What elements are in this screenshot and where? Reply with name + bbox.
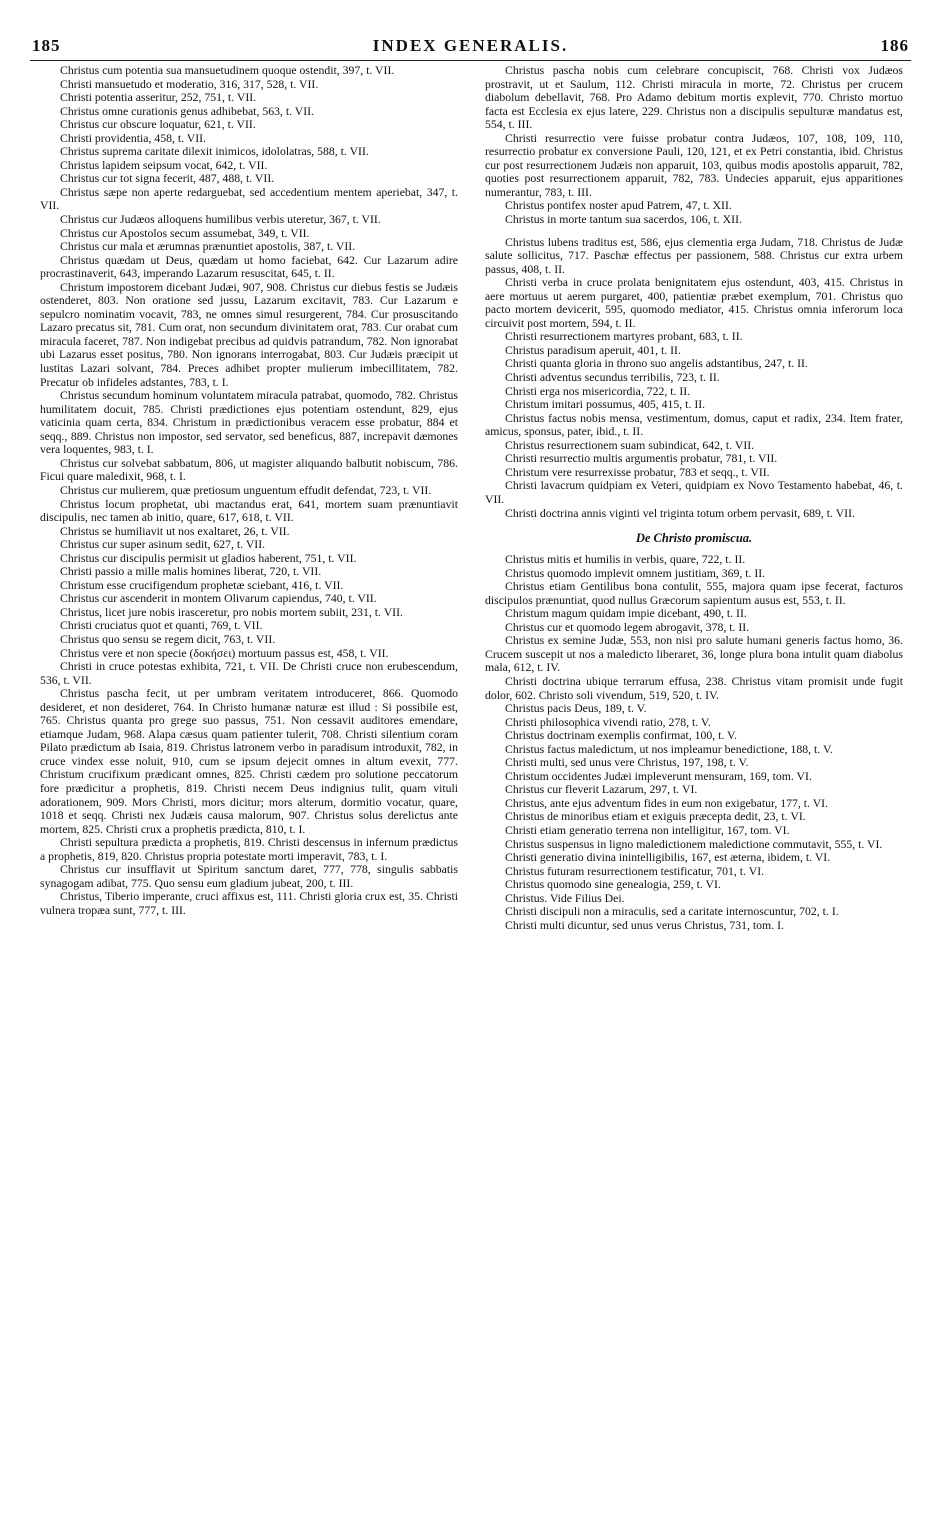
index-entry: Christus omne curationis genus adhibebat, 563, t. VII. [60,104,315,118]
left-column [40,64,458,1530]
index-entry: Christi doctrina ubique terrarum effusa, 238. Christus vitam promisit unde fugit dolor, 602. Christo soli vivendum, 519, 520, t. IV. [485,674,903,702]
header-rule [30,60,911,61]
index-entry: Christus pascha nobis cum celebrare concupiscit, 768. Christi vox Judæos prostravit, ut et Saulum, 112. Christi miracula in morte, 72. Christus per crucem diabolum debellavit, 768. Pro Adamo debitum mortis explevit, 770. Christo mortuo facta est Ecclesia ex ejus latere, 229. Christus non a discipulis sepulturæ mandatus est, 554, t. III. [485,64,903,132]
index-entry: Christi doctrina annis viginti vel triginta totum orbem pervasit, 689, t. VII. [505,506,855,520]
index-entry: Christi adventus secundus terribilis, 723, t. II. [505,371,720,385]
index-entry: Christum occidentes Judæi impleverunt mensuram, 169, tom. VI. [505,769,812,783]
index-entry: Christi in cruce potestas exhibita, 721, t. VII. De Christi cruce non erubescendum, 536, t. VII. [40,660,458,687]
right-column [485,64,903,1530]
index-entry: Christus futuram resurrectionem testificatur, 701, t. VI. [505,864,765,878]
index-entry: Christi passio a mille malis homines liberat, 720, t. VII. [60,565,322,579]
index-entry: Christus factus nobis mensa, vestimentum, domus, caput et radix, 234. Item frater, amicus, sponsus, pater, ibid., t. II. [485,411,903,439]
index-entry: Christus secundum hominum voluntatem miracula patrabat, quomodo, 782. Christus humilitatem docuit, 785. Christi prædictiones ejus potentiam ostendunt, 829, ejus vaticinia quam certa, 834. Christum in prædictionibus veracem esse probatur, 884 et seqq., 889. Christus non impostor, sed servator, sed beneficus, 887, increpavit dæmones vera loquentes, 983, t. I. [40,389,458,457]
index-entry: Christus cur mala et ærumnas prænuntiet apostolis, 387, t. VII. [60,240,356,254]
index-entry: Christus, ante ejus adventum fides in eum non exigebatur, 177, t. VI. [505,796,829,810]
index-entry: Christus mitis et humilis in verbis, quare, 722, t. II. [505,553,746,567]
index-entry: Christus cur fleverit Lazarum, 297, t. VI. [505,783,698,797]
index-entry: Christus cur Judæos alloquens humilibus verbis uteretur, 367, t. VII. [60,213,381,227]
index-entry: Christus cur ascenderit in montem Olivarum capiendus, 740, t. VII. [60,592,377,606]
index-entry: Christi providentia, 458, t. VII. [60,131,206,145]
index-entry: Christus, Tiberio imperante, cruci affixus est, 111. Christi gloria crux est, 35. Christi vulnera tropæa sunt, 777, t. III. [40,890,458,917]
index-entry: Christus cur obscure loquatur, 621, t. VII. [60,118,256,132]
index-entry: Christi multi dicuntur, sed unus verus Christus, 731, tom. I. [505,918,784,932]
index-entry: Christus cur solvebat sabbatum, 806, ut magister aliquando balbutit nobiscum, 786. Ficui quare maledixit, 968, t. I. [40,456,458,484]
index-entry: Christus suspensus in ligno maledictionem maledictione commutavit, 555, t. VI. [505,837,883,851]
index-entry: Christus. Vide Filius Dei. [505,891,625,905]
index-entry: Christus pontifex noster apud Patrem, 47, t. XII. [505,199,732,213]
running-title: INDEX GENERALIS. [372,36,569,55]
index-entry: Christus lapidem seipsum vocat, 642, t. VII. [60,158,268,172]
index-entry: Christus quomodo implevit omnem justitiam, 369, t. II. [505,566,766,580]
index-entry: Christi lavacrum quidpiam ex Veteri, quidpiam ex Novo Testamento habebat, 46, t. VII. [485,479,903,506]
right-column-bottom-block [485,553,903,932]
right-column-mid-block [485,236,903,520]
index-entry: Christus doctrinam exemplis confirmat, 100, t. V. [505,729,737,743]
index-entry: Christum imitari possumus, 405, 415, t. II. [505,398,706,412]
index-entry: Christus cur et quomodo legem abrogavit, 378, t. II. [505,620,750,634]
index-entry: Christi generatio divina inintelligibilis, 167, est æterna, ibidem, t. VI. [505,851,831,865]
index-entry: Christus pascha fecit, ut per umbram veritatem introduceret, 866. Quomodo desideret, et non desideret, 764. In Christo humanæ naturæ est illud : Si possibile est, 765. Christus quanta pro grege suo passus, 751. Non cessavit auditores emendare, etiamque Judam, 968. Alapa cæsus quam patienter tulerit, 708. Christi silentium coram Pilato prædictum ab Isaia, 819. Christus latronem verbo in paradisum introduxit, 782, in cruce vindex esse noluit, 910, cum se ipsum dejecit omnes in altum evexit, 777. Christum crucifixum prædicant omnes, 825. Christi cædem pro solutione peccatorum fore prædicitur a prophetis, 819. Christi necem Deus indignius tulit, quam vituli adorationem, 909. Mors Christi, mors dicitur; mors alterum, dormitio vocatur, quare, 1018 et seqq. Christi nex Judæis causa malorum, 907. Christus solus derelictus ante mortem, 825. Christi crux a prophetis prædicta, 810, t. I. [40,687,458,836]
index-entry: Christus cum potentia sua mansuetudinem quoque ostendit, 397, t. VII. [60,64,395,77]
index-entry: Christi resurrectionem martyres probant, 683, t. II. [505,330,743,344]
index-entry: Christi mansuetudo et moderatio, 316, 317, 528, t. VII. [60,77,319,91]
page-number-left: 185 [32,36,61,55]
index-entry: Christus cur mulierem, quæ pretiosum unguentum effudit defendat, 723, t. VII. [60,483,432,497]
index-entry: Christum vere resurrexisse probatur, 783 et seqq., t. VII. [505,465,770,479]
index-entry: Christus pacis Deus, 189, t. V. [505,702,647,716]
index-entry: Christi multi, sed unus vere Christus, 197, 198, t. V. [505,756,749,770]
right-column-top-block [485,64,903,227]
index-entry: Christus se humiliavit ut nos exaltaret, 26, t. VII. [60,524,290,538]
index-entry: Christi verba in cruce prolata benignitatem ejus ostendunt, 403, 415. Christus in aere mortuus ut aerem purgaret, 400, patientiæ præbet exemplum, 701. Christus quo pacto mortem devicerit, 595, quomodo mediator, 415. Christus omnia inferorum loca circuivit post mortem, 594, t. II. [485,276,903,330]
index-entry: Christi etiam generatio terrena non intelligitur, 167, tom. VI. [505,823,790,837]
index-entry: Christus cur Apostolos secum assumebat, 349, t. VII. [60,226,310,240]
index-entry: Christus quomodo sine genealogia, 259, t. VI. [505,878,721,892]
index-entry: Christus ex semine Judæ, 553, non nisi pro salute humani generis factus homo, 36. Crucem suscepit ut nos a maledicto liberaret, 36, longe plura bona intulit quam diabolus mala, 612, t. IV. [485,634,903,675]
index-entry: Christus paradisum aperuit, 401, t. II. [505,343,681,357]
index-entry: Christus cur discipulis permisit ut gladios haberent, 751, t. VII. [60,551,357,565]
index-entry: Christum magum quidam impie dicebant, 490, t. II. [505,607,747,621]
index-entry: Christus sæpe non aperte redarguebat, sed accedentium mentem aperiebat, 347, t. VII. [40,185,458,213]
index-entry: Christus in morte tantum sua sacerdos, 106, t. XII. [505,213,742,227]
index-entry: Christus lubens traditus est, 586, ejus clementia erga Judam, 718. Christus de Judæ salute sollicitus, 717. Paschæ effectus per passionem, 588. Christus cur extra urbem passus, 408, t. II. [485,235,903,276]
index-entry: Christus locum prophetat, ubi mactandus erat, 641, mortem suam prænuntiavit discipulis, nec tamen ab initio, quare, 617, 618, t. VII. [40,497,458,525]
index-entry: Christum impostorem dicebant Judæi, 907, 908. Christus cur diebus festis se Judæis ostenderet, 803. Non oratione sed jussu, Lazarum excitavit, 783. Cur Lazarum e sepulcro nominatim vocavit, 783, ne omnes simul resurgerent, 784. Cur prosuscitando Lazaro precatus sit, 781. Cum orat, non secundum divinitatem orat, 783. Cur orabat cum miracula faceret, 787. Non indigebat precibus ad quidvis patrandum, 782. Non ignorabat ubi Lazarus esset positus, 780. Non ignorans interrogabat, 803. Cur Judæis præcipit ut lustitas Lazari solvant, 784. Preces adhibet propter mulierum imbecillitatem, 782. Precatur ob infideles adstantes, 783, t. I. [40,280,458,389]
index-entry: Christus vere et non specie (δοκήσει) mortuum passus est, 458, t. VII. [60,646,389,660]
index-entry: Christus cur super asinum sedit, 627, t. VII. [60,538,266,552]
page-header [30,36,911,60]
index-entry: Christi potentia asseritur, 252, 751, t. VII. [60,91,257,105]
index-entry: Christi erga nos misericordia, 722, t. II. [505,384,691,398]
index-entry: Christi discipuli non a miraculis, sed a caritate internoscuntur, 702, t. I. [505,905,839,919]
index-entry: Christus, licet jure nobis irasceretur, pro nobis mortem subiit, 231, t. VII. [60,605,403,619]
index-entry: Christi philosophica vivendi ratio, 278, t. V. [505,715,711,729]
index-entry: Christus quo sensu se regem dicit, 763, t. VII. [60,632,276,646]
index-entry: Christi resurrectio multis argumentis probatur, 781, t. VII. [505,452,778,466]
index-entry: Christus cur tot signa fecerit, 487, 488, t. VII. [60,172,275,186]
index-entry: Christi resurrectio vere fuisse probatur contra Judæos, 107, 108, 109, 110, resurrectio probatur ex conversione Pauli, 120, 121, et ex Petri constantia, ibid. Christus cur post resurrectionem Judæis non apparuit, 103, quibus modis apostolis apparuit, 782, quoties post resurrectionem apparuit, 782, 783. Undecies apparuit, ejus apparitiones numerantur, 783, t. III. [485,131,903,199]
section-heading: De Christo promiscua. [635,531,753,546]
index-entry: Christum esse crucifigendum prophetæ sciebant, 416, t. VII. [60,578,344,592]
index-entry: Christus de minoribus etiam et exiguis præcepta dedit, 23, t. VI. [505,810,806,824]
index-entry: Christus factus maledictum, ut nos impleamur benedictione, 188, t. V. [505,742,833,756]
index-entry: Christus quædam ut Deus, quædam ut homo faciebat, 642. Cur Lazarum adire procrastinaverit, 643, imperando Lazarum resuscitat, 645, t. II. [40,253,458,281]
index-entry: Christi cruciatus quot et quanti, 769, t. VII. [60,619,263,633]
index-entry: Christi quanta gloria in throno suo angelis adstantibus, 247, t. II. [505,357,808,371]
index-entry: Christus suprema caritate dilexit inimicos, idololatras, 588, t. VII. [60,145,369,159]
index-entry: Christus cur insufflavit ut Spiritum sanctum daret, 777, 778, singulis sabbatis synagogam adibat, 775. Quo sensu eum gladium jubeat, 200, t. III. [40,863,458,890]
index-entry: Christi sepultura prædicta a prophetis, 819. Christi descensus in infernum prædictus a prophetis, 819, 820. Christus propria potestate morti imperavit, 783, t. I. [40,836,458,863]
page-number-right: 186 [880,36,909,55]
index-entry: Christus resurrectionem suam subindicat, 642, t. VII. [505,438,755,452]
index-entry: Christus etiam Gentilibus bona contulit, 555, majora quam ipse fecerat, facturos discipulos prænuntiat, quod nullus Græcorum sapientum ausus est, 553, t. II. [485,580,903,607]
